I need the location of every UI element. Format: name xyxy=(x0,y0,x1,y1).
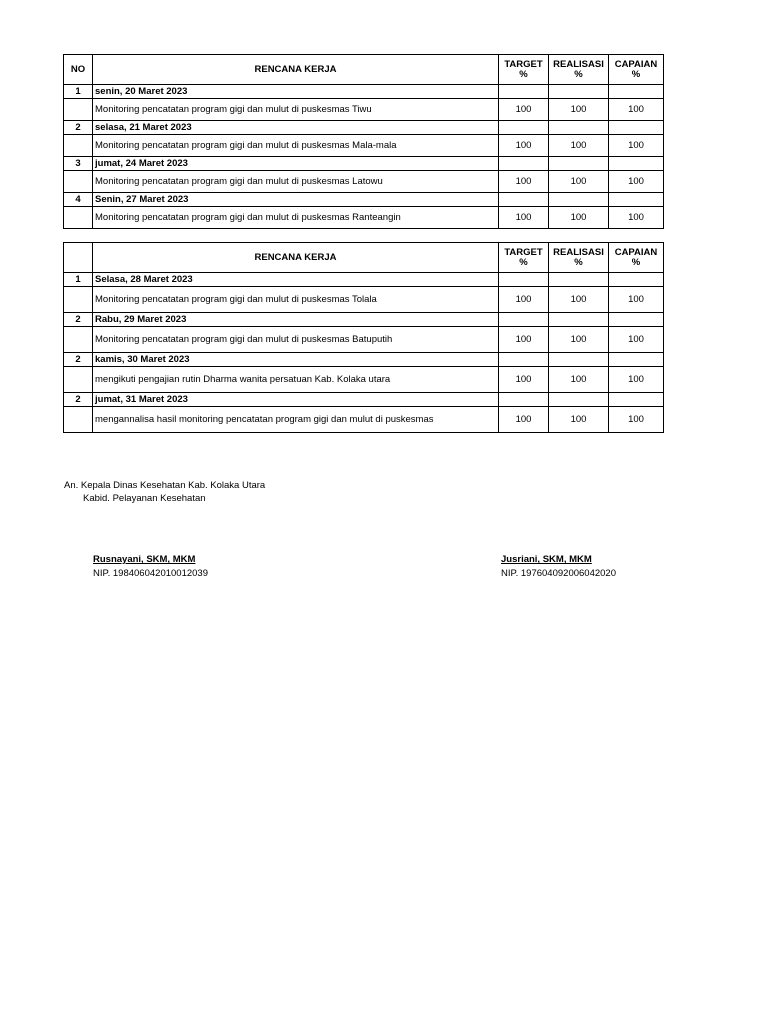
empty-cell xyxy=(64,135,93,157)
signature-title-1: An. Kepala Dinas Kesehatan Kab. Kolaka Utara xyxy=(64,480,266,491)
row-number: 3 xyxy=(64,157,93,171)
empty-cell xyxy=(64,407,93,433)
empty-cell xyxy=(499,393,549,407)
empty-cell xyxy=(499,121,549,135)
empty-cell xyxy=(499,353,549,367)
table-row-date xyxy=(64,393,664,407)
row-date: jumat, 31 Maret 2023 xyxy=(93,393,499,407)
row-capaian: 100 xyxy=(609,327,664,353)
row-capaian: 100 xyxy=(609,367,664,393)
row-target: 100 xyxy=(499,207,549,229)
empty-cell xyxy=(609,85,664,99)
table-row-activity xyxy=(64,207,664,229)
table-row-date xyxy=(64,353,664,367)
row-capaian: 100 xyxy=(609,287,664,313)
empty-cell xyxy=(549,121,609,135)
table-row-date xyxy=(64,85,664,99)
table-row-activity xyxy=(64,99,664,121)
empty-cell xyxy=(549,85,609,99)
row-date: Selasa, 28 Maret 2023 xyxy=(93,273,499,287)
empty-cell xyxy=(64,207,93,229)
row-activity: Monitoring pencatatan program gigi dan mulut di puskesmas Batuputih xyxy=(93,327,499,353)
row-target: 100 xyxy=(499,287,549,313)
empty-cell xyxy=(64,287,93,313)
empty-cell xyxy=(499,313,549,327)
table-row-activity xyxy=(64,327,664,353)
row-realisasi: 100 xyxy=(549,367,609,393)
row-activity: Monitoring pencatatan program gigi dan mulut di puskesmas Tiwu xyxy=(93,99,499,121)
row-target: 100 xyxy=(499,99,549,121)
row-number: 4 xyxy=(64,193,93,207)
empty-cell xyxy=(499,273,549,287)
table-row-activity xyxy=(64,367,664,393)
row-capaian: 100 xyxy=(609,407,664,433)
row-realisasi: 100 xyxy=(549,171,609,193)
row-activity: Monitoring pencatatan program gigi dan mulut di puskesmas Tolala xyxy=(93,287,499,313)
row-target: 100 xyxy=(499,171,549,193)
row-capaian: 100 xyxy=(609,99,664,121)
table-row-activity xyxy=(64,171,664,193)
table-row-activity xyxy=(64,135,664,157)
row-number: 1 xyxy=(64,85,93,99)
signer-left-name: Rusnayani, SKM, MKM xyxy=(93,554,196,565)
row-date: kamis, 30 Maret 2023 xyxy=(93,353,499,367)
row-activity: mengikuti pengajian rutin Dharma wanita persatuan Kab. Kolaka utara xyxy=(93,367,499,393)
row-realisasi: 100 xyxy=(549,207,609,229)
empty-cell xyxy=(609,313,664,327)
row-target: 100 xyxy=(499,407,549,433)
row-realisasi: 100 xyxy=(549,99,609,121)
empty-cell xyxy=(549,313,609,327)
row-activity: mengannalisa hasil monitoring pencatatan program gigi dan mulut di puskesmas xyxy=(93,407,499,433)
row-realisasi: 100 xyxy=(549,327,609,353)
header-realisasi: REALISASI % xyxy=(549,55,609,85)
empty-cell xyxy=(609,157,664,171)
empty-cell xyxy=(499,157,549,171)
row-number: 2 xyxy=(64,353,93,367)
signature-title-2: Kabid. Pelayanan Kesehatan xyxy=(83,493,206,504)
empty-cell xyxy=(549,393,609,407)
row-date: Senin, 27 Maret 2023 xyxy=(93,193,499,207)
header-realisasi: REALISASI % xyxy=(549,243,609,273)
row-date: senin, 20 Maret 2023 xyxy=(93,85,499,99)
empty-cell xyxy=(64,99,93,121)
empty-cell xyxy=(549,273,609,287)
empty-cell xyxy=(609,193,664,207)
table-header-row xyxy=(64,55,664,85)
signer-left-nip: NIP. 198406042010012039 xyxy=(93,568,208,579)
table-row-date xyxy=(64,273,664,287)
header-target: TARGET % xyxy=(499,243,549,273)
row-capaian: 100 xyxy=(609,171,664,193)
header-rencana-kerja: RENCANA KERJA xyxy=(93,55,499,85)
row-number: 1 xyxy=(64,273,93,287)
row-realisasi: 100 xyxy=(549,135,609,157)
empty-cell xyxy=(499,193,549,207)
row-number: 2 xyxy=(64,393,93,407)
table-row-date xyxy=(64,193,664,207)
row-activity: Monitoring pencatatan program gigi dan mulut di puskesmas Latowu xyxy=(93,171,499,193)
row-target: 100 xyxy=(499,135,549,157)
row-realisasi: 100 xyxy=(549,287,609,313)
table-row-date xyxy=(64,157,664,171)
empty-cell xyxy=(64,367,93,393)
empty-cell xyxy=(64,327,93,353)
row-target: 100 xyxy=(499,367,549,393)
row-date: selasa, 21 Maret 2023 xyxy=(93,121,499,135)
table-row-activity xyxy=(64,407,664,433)
empty-cell xyxy=(549,353,609,367)
table-row-date xyxy=(64,313,664,327)
row-number: 2 xyxy=(64,313,93,327)
work-plan-table-2 xyxy=(63,242,664,433)
header-rencana-kerja: RENCANA KERJA xyxy=(93,243,499,273)
signer-right-name: Jusriani, SKM, MKM xyxy=(501,554,592,565)
table-row-date xyxy=(64,121,664,135)
empty-cell xyxy=(609,393,664,407)
header-target: TARGET % xyxy=(499,55,549,85)
row-realisasi: 100 xyxy=(549,407,609,433)
table-row-activity xyxy=(64,287,664,313)
empty-cell xyxy=(549,193,609,207)
header-capaian: CAPAIAN % xyxy=(609,243,664,273)
row-date: Rabu, 29 Maret 2023 xyxy=(93,313,499,327)
empty-cell xyxy=(609,121,664,135)
empty-cell xyxy=(609,273,664,287)
row-date: jumat, 24 Maret 2023 xyxy=(93,157,499,171)
row-capaian: 100 xyxy=(609,135,664,157)
empty-cell xyxy=(549,157,609,171)
empty-cell xyxy=(64,171,93,193)
row-activity: Monitoring pencatatan program gigi dan mulut di puskesmas Ranteangin xyxy=(93,207,499,229)
empty-cell xyxy=(609,353,664,367)
table-header-row xyxy=(64,243,664,273)
row-capaian: 100 xyxy=(609,207,664,229)
header-no xyxy=(64,243,93,273)
row-activity: Monitoring pencatatan program gigi dan mulut di puskesmas Mala-mala xyxy=(93,135,499,157)
signer-right-nip: NIP. 197604092006042020 xyxy=(501,568,616,579)
row-target: 100 xyxy=(499,327,549,353)
empty-cell xyxy=(499,85,549,99)
header-no: NO xyxy=(64,55,93,85)
header-capaian: CAPAIAN % xyxy=(609,55,664,85)
row-number: 2 xyxy=(64,121,93,135)
work-plan-table-1 xyxy=(63,54,664,229)
